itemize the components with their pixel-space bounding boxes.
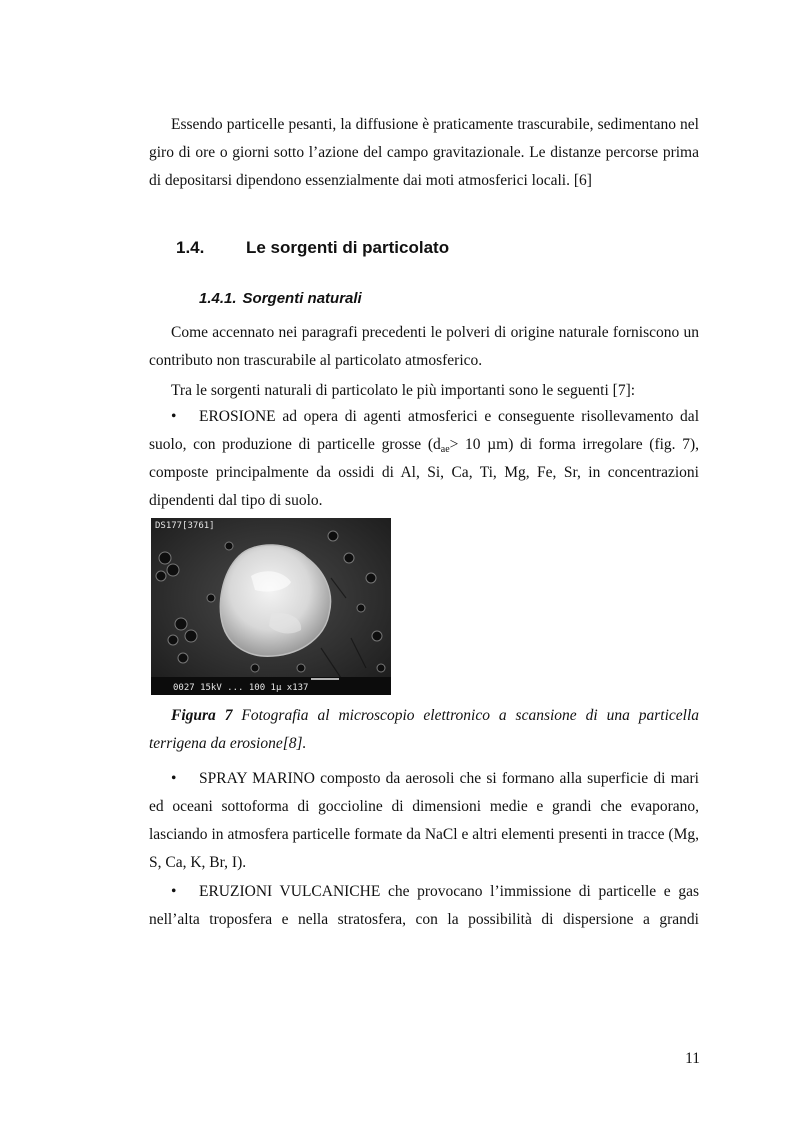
bullet-erosion-text-b: > 10 µm) di forma irregolare (fig. 7), composte principalmente da ossidi di Al, Si, Ca, Ti, Mg, Fe, Sr, in concentrazioni dipendenti dal tipo di suolo.	[149, 436, 700, 509]
section-number: 1.4.	[176, 238, 205, 257]
bullet-marker: •	[171, 883, 177, 900]
caption-label: Figura 7	[171, 707, 233, 724]
bullet-erosion-subscript: ae	[440, 444, 450, 455]
bullet-marker: •	[171, 408, 177, 425]
page-number: 11	[685, 1050, 700, 1067]
subsection-title: Sorgenti naturali	[242, 290, 362, 307]
caption-text: Fotografia al microscopio elettronico a scansione di una particella terrigena da erosione[8].	[149, 707, 699, 752]
micrograph-label-top: DS177[3761]	[155, 521, 215, 531]
section-heading	[176, 238, 449, 258]
bullet-sea-spray-text: SPRAY MARINO composto da aerosoli che si formano alla superficie di mari ed oceani sottoforma di goccioline di dimensioni medie e grandi che evaporano, lasciando in atmosfera particelle formate da NaCl e altri elementi presenti in tracce (Mg, S, Ca, K, Br, I).	[149, 770, 699, 871]
sem-micrograph	[151, 518, 391, 695]
subsection-heading	[199, 290, 362, 307]
list-item-volcanic	[149, 878, 699, 934]
subsection-number: 1.4.1.	[199, 290, 237, 307]
list-item-sea-spray	[149, 765, 699, 877]
section-title: Le sorgenti di particolato	[246, 238, 450, 257]
figure-caption	[149, 702, 699, 758]
list-item-erosion	[149, 403, 699, 515]
bullet-marker: •	[171, 770, 177, 787]
micrograph-label-bottom: 0027 15kV ... 100 1µ x137	[173, 683, 309, 693]
micrograph-image	[151, 518, 391, 695]
paragraph-diffusion: Essendo particelle pesanti, la diffusione è praticamente trascurabile, sedimentano nel giro di ore o giorni sotto l’azione del campo gravitazionale. Le distanze percorse prima di depositarsi dipendono essenzialmente dai moti atmosferici locali. [6]	[149, 116, 699, 189]
bullet-volcanic-text: ERUZIONI VULCANICHE che provocano l’immissione di particelle e gas nell’alta troposfera e nella stratosfera, con la possibilità di dispersione a grandi	[149, 883, 699, 928]
bullet-erosion-text-a: EROSIONE ad opera di agenti atmosferici e conseguente risollevamento dal suolo, con produzione di particelle grosse (d	[149, 408, 699, 453]
paragraph-sources-intro: Tra le sorgenti naturali di particolato le più importanti sono le seguenti [7]:	[171, 382, 636, 399]
paragraph-natural-dust: Come accennato nei paragrafi precedenti le polveri di origine naturale forniscono un contributo non trascurabile al particolato atmosferico.	[149, 324, 699, 369]
